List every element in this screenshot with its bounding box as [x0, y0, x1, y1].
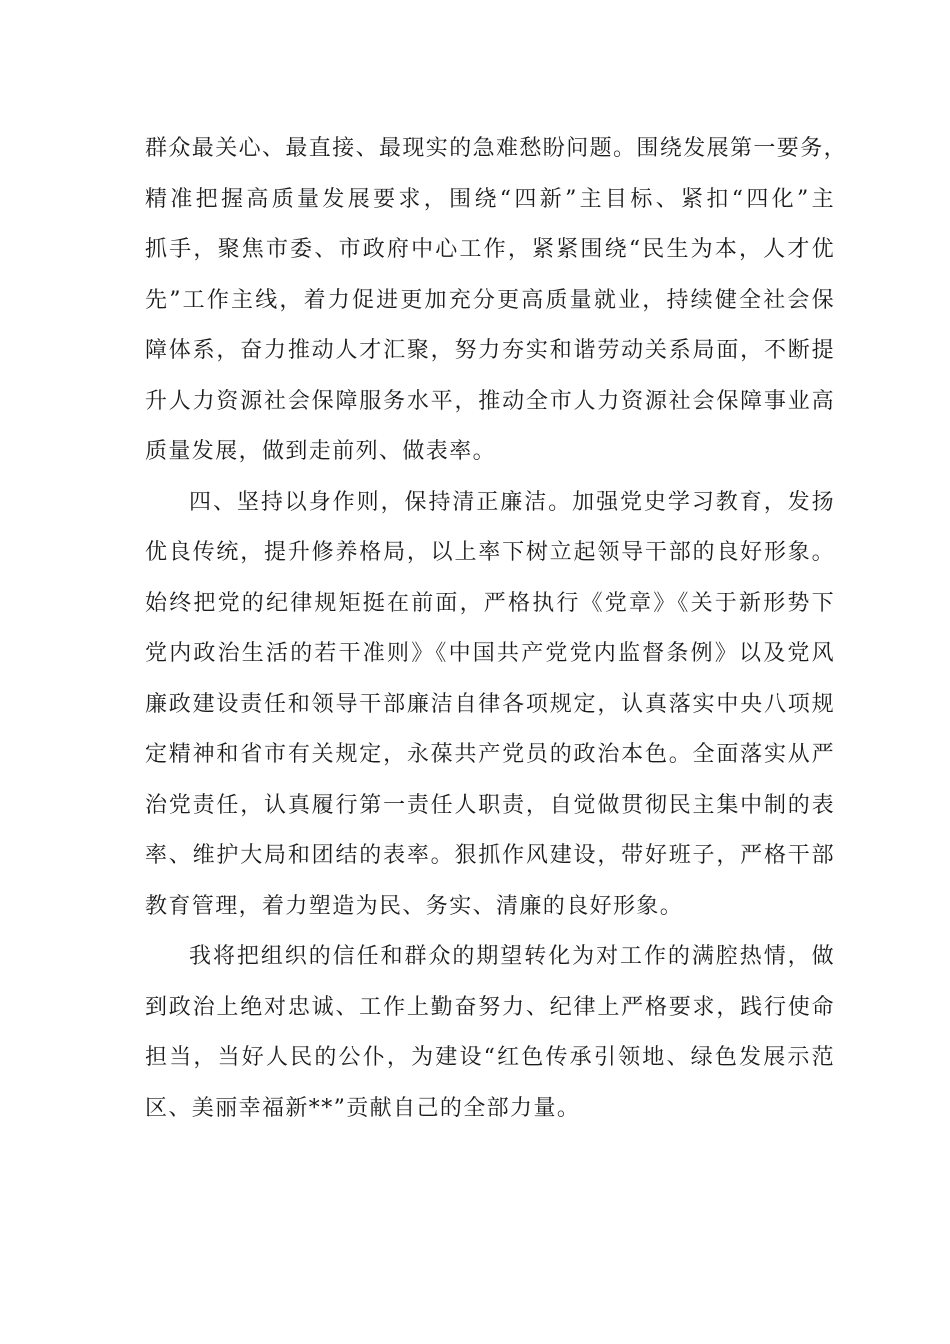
text-line: 教育管理，着力塑造为民、务实、清廉的良好形象。 [145, 893, 684, 919]
text-line: 区、美丽幸福新**”贡献自己的全部力量。 [145, 1095, 581, 1121]
text-line: 精准把握高质量发展要求，围绕“四新”主目标、紧扣“四化”主 [145, 186, 835, 212]
paragraph-continued [145, 124, 848, 478]
text-line: 始终把党的纪律规矩挺在前面，严格执行《党章》《关于新形势下 [145, 590, 835, 616]
text-line: 定精神和省市有关规定，永葆共产党员的政治本色。全面落实从严 [145, 742, 835, 767]
text-line: 质量发展，做到走前列、做表率。 [145, 439, 497, 464]
text-line: 先”工作主线，着力促进更加充分更高质量就业，持续健全社会保 [145, 287, 835, 313]
document-body [145, 124, 848, 1134]
text-line: 群众最关心、最直接、最现实的急难愁盼问题。围绕发展第一要务， [145, 136, 848, 161]
text-line: 抓手，聚焦市委、市政府中心工作，紧紧围绕“民生为本，人才优 [145, 237, 835, 262]
paragraph-closing [145, 932, 835, 1134]
text-line: 四、坚持以身作则，保持清正廉洁。加强党史学习教育，发扬 [189, 489, 835, 515]
text-line: 障体系，奋力推动人才汇聚，努力夯实和谐劳动关系局面，不断提 [145, 338, 835, 363]
text-line: 优良传统，提升修养格局，以上率下树立起领导干部的良好形象。 [145, 540, 835, 565]
text-line: 担当，当好人民的公仆，为建设“红色传承引领地、绿色发展示范 [145, 1045, 835, 1070]
text-line: 到政治上绝对忠诚、工作上勤奋努力、纪律上严格要求，践行使命 [145, 994, 835, 1020]
text-line: 率、维护大局和团结的表率。狠抓作风建设，带好班子，严格干部 [145, 843, 835, 868]
text-line: 廉政建设责任和领导干部廉洁自律各项规定，认真落实中央八项规 [145, 691, 835, 717]
text-line: 党内政治生活的若干准则》《中国共产党党内监督条例》以及党风 [145, 641, 835, 666]
text-line: 我将把组织的信任和群众的期望转化为对工作的满腔热情，做 [189, 944, 835, 969]
paragraph-integrity [145, 478, 835, 933]
text-line: 升人力资源社会保障服务水平，推动全市人力资源社会保障事业高 [145, 388, 835, 414]
text-line: 治党责任，认真履行第一责任人职责，自觉做贯彻民主集中制的表 [145, 792, 835, 818]
